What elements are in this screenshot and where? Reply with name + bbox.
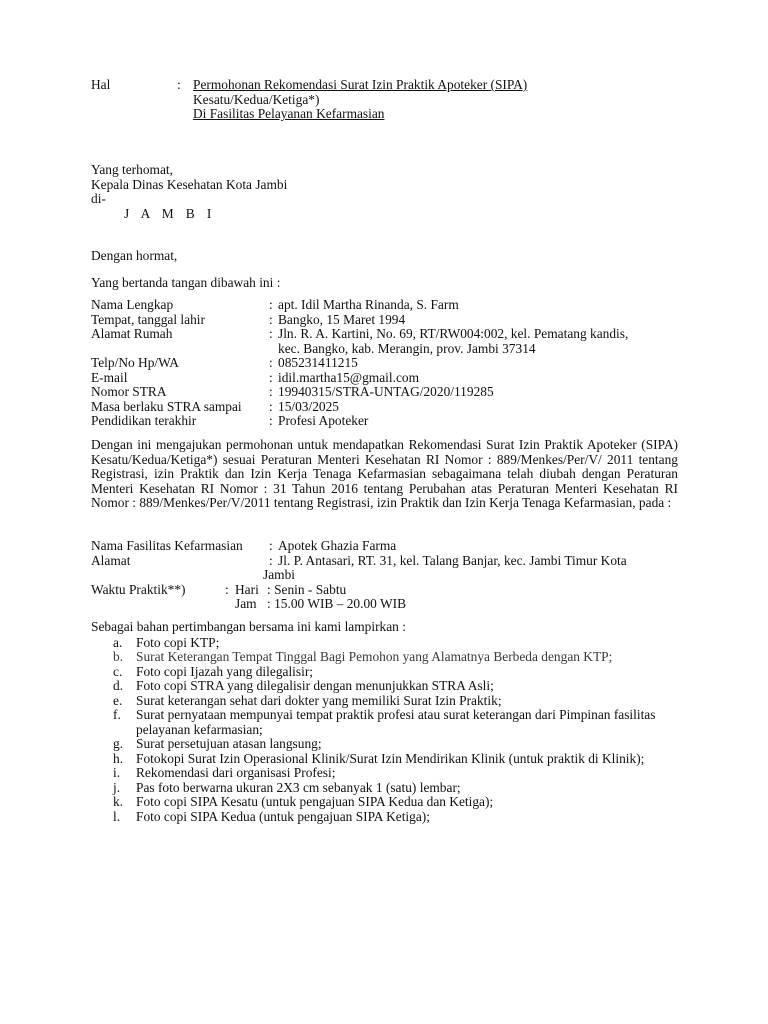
field-row: Telp/No Hp/WA : 085231411215 [91, 355, 358, 370]
field-row: kec. Bangko, kab. Merangin, prov. Jambi 37314 [278, 340, 536, 356]
list-item: h. Fotokopi Surat Izin Operasional Klinik/Surat Izin Mendirikan Klinik (untuk praktik di Klinik); [113, 750, 645, 766]
greeting: Dengan hormat, [91, 248, 178, 263]
subject-block [91, 78, 678, 122]
list-item: e. Surat keterangan sehat dari dokter yang memiliki Surat Izin Praktik; [113, 692, 502, 708]
list-item: k. Foto copi SIPA Kesatu (untuk pengajuan SIPA Kedua dan Ketiga); [113, 794, 494, 809]
list-item: f. Surat pernyataan mempunyai tempat praktik profesi atau surat keterangan dari Pimpinan fasilitas pelayanan kefarmasian; [113, 707, 656, 737]
facility-address-row-2: Jambi [263, 567, 295, 582]
request-paragraph: Dengan ini mengajukan permohonan untuk mendapatkan Rekomendasi Surat Izin Praktik Apoteker (SIPA) Kesatu/Kedua/Ketiga*) sesuai Peraturan Menteri Kesehatan RI Nomor : 889/Menkes/Per/V/ 2011 tentang Registrasi, izin Praktik dan Izin Kerja Tenaga Kefarmasian sebagaimana telah diubah dengan Peraturan Menteri Kesehatan RI Nomor : 31 Tahun 2016 tentang Perubahan atas Peraturan Menteri Kesehatan RI Nomor : 889/Menkes/Per/V/2011 tentang Registrasi, izin Praktik dan Izin Kerja Tenaga Kefarmasian, pada : [91, 437, 678, 510]
list-item: j. Pas foto berwarna ukuran 2X3 cm sebanyak 1 (satu) lembar; [113, 779, 461, 795]
practice-time-hari: Waktu Praktik**) : Hari : Senin - Sabtu [91, 581, 347, 597]
recipient-city: J A M B I [124, 205, 216, 221]
recipient-name: Kepala Dinas Kesehatan Kota Jambi [91, 176, 288, 192]
recipient-salutation: Yang terhomat, [91, 162, 173, 177]
list-item: a. Foto copi KTP; [113, 634, 220, 650]
field-row: Nomor STRA : 19940315/STRA-UNTAG/2020/119285 [91, 384, 494, 399]
field-row: E-mail : idil.martha15@gmail.com [91, 369, 420, 385]
facility-name-row: Nama Fasilitas Kefarmasian : Apotek Ghazia Farma [91, 538, 397, 553]
list-item: i. Rekomendasi dari organisasi Profesi; [113, 765, 336, 780]
facility-block [91, 539, 678, 612]
applicant-fields [91, 298, 678, 429]
list-item: c. Foto copi Ijazah yang dilegalisir; [113, 663, 314, 679]
list-item: b. Surat Keterangan Tempat Tinggal Bagi Pemohon yang Alamatnya Berbeda dengan KTP; [113, 649, 613, 664]
intro-text: Yang bertanda tangan dibawah ini : [91, 275, 281, 290]
subject-line-2: Kesatu/Kedua/Ketiga*) [193, 91, 320, 107]
list-item: d. Foto copi STRA yang dilegalisir dengan menunjukkan STRA Asli; [113, 678, 494, 693]
attachments-list [91, 636, 678, 825]
attachments-block [91, 620, 678, 824]
subject-line-3: Di Fasilitas Pelayanan Kefarmasian [193, 106, 385, 121]
letter [91, 77, 678, 824]
field-row: Masa berlaku STRA sampai : 15/03/2025 [91, 398, 340, 414]
recipient-di: di- [91, 191, 106, 206]
list-item: l. Foto copi SIPA Kedua (untuk pengajuan SIPA Ketiga); [113, 808, 430, 824]
field-row: Nama Lengkap : apt. Idil Martha Rinanda, S. Farm [91, 297, 459, 312]
field-row: Tempat, tanggal lahir : Bangko, 15 Maret 1994 [91, 311, 406, 327]
subject-label: Hal [91, 77, 111, 92]
field-row: Pendidikan terakhir : Profesi Apoteker [91, 413, 369, 428]
facility-address-row: Alamat : Jl. P. Antasari, RT. 31, kel. Talang Banjar, kec. Jambi Timur Kota [91, 552, 627, 568]
list-item: g. Surat persetujuan atasan langsung; [113, 736, 322, 751]
attachments-intro: Sebagai bahan pertimbangan bersama ini kami lampirkan : [91, 619, 406, 634]
recipient-block [91, 163, 287, 221]
practice-time-jam: Jam : 15.00 WIB – 20.00 WIB [235, 596, 406, 611]
field-row: Alamat Rumah : Jln. R. A. Kartini, No. 69, RT/RW004:002, kel. Pematang kandis, [91, 326, 629, 341]
subject-line-1: Permohonan Rekomendasi Surat Izin Praktik Apoteker (SIPA) [193, 77, 528, 92]
subject-colon: : [177, 77, 181, 92]
